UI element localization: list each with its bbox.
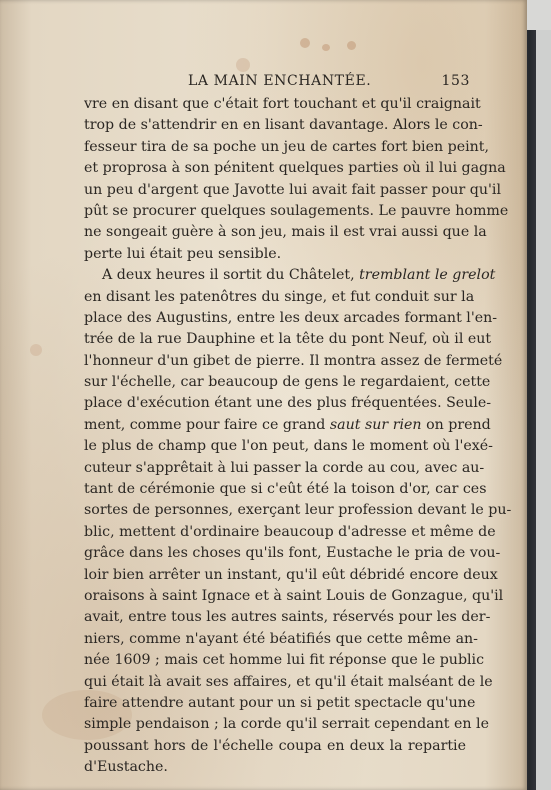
text-line: fesseur tira de sa poche un jeu de cartes fort bien peint, <box>84 138 489 155</box>
foxing-stain <box>347 41 356 50</box>
italic-phrase: tremblant le grelot <box>359 267 496 284</box>
text-line: cuteur s'apprêtait à lui passer la corde au cou, avec au- <box>84 459 485 476</box>
text-line: née 1609 ; mais cet homme lui fit réponse que le public <box>84 652 485 669</box>
page-header <box>80 73 470 93</box>
text-line: blic, mettent d'ordinaire beaucoup d'adresse et même de <box>84 523 496 540</box>
page-number: 153 <box>441 73 470 89</box>
text-line: place des Augustins, entre les deux arcades formant l'en- <box>84 309 498 326</box>
text-line: d'Eustache. <box>84 759 168 776</box>
background-edge <box>536 30 551 790</box>
text-line: sur l'échelle, car beaucoup de gens le regardaient, cette <box>84 374 491 391</box>
text-line: loir bien arrêter un instant, qu'il eût débridé encore deux <box>84 566 498 583</box>
text-line: simple pendaison ; la corde qu'il serrait cependant en le <box>84 716 489 733</box>
text-line: l'honneur d'un gibet de pierre. Il montra assez de fermeté <box>84 352 503 369</box>
text-line: perte lui était peu sensible. <box>84 245 282 262</box>
text-line: un peu d'argent que Javotte lui avait fait passer pour qu'il <box>84 181 501 198</box>
text-line: poussant hors de l'échelle coupa en deux la repartie <box>84 737 466 754</box>
text-line: le plus de champ que l'on peut, dans le moment où l'exé- <box>84 438 493 455</box>
text-line: faire attendre autant pour un si petit spectacle qu'une <box>84 694 476 711</box>
body-text <box>84 94 512 779</box>
text-line: tant de cérémonie que si c'eût été la toison d'or, car ces <box>84 481 487 498</box>
italic-phrase: saut sur rien <box>329 416 422 433</box>
text-line: oraisons à saint Ignace et à saint Louis de Gonzague, qu'il <box>84 587 504 604</box>
foxing-stain <box>322 44 330 51</box>
text-line: pût se procurer quelques soulagements. Le pauvre homme <box>84 202 509 219</box>
running-title: LA MAIN ENCHANTÉE. <box>188 73 372 89</box>
text-line: A deux heures il sortit du Châtelet, tremblant le grelot <box>102 267 496 284</box>
text-line: qui était là avait ses affaires, et qu'il était malséant de le <box>84 673 493 690</box>
text-line: sortes de personnes, exerçant leur profession devant le pu- <box>84 502 512 519</box>
foxing-stain <box>300 38 310 48</box>
text-line: ment, comme pour faire ce grand saut sur rien on prend <box>84 416 491 433</box>
text-line: en disant les patenôtres du singe, et fut conduit sur la <box>84 288 475 305</box>
text-line: ne songeait guère à son jeu, mais il est vrai aussi que la <box>84 224 487 241</box>
text-line: trop de s'attendrir en en lisant davantage. Alors le con- <box>84 117 483 134</box>
foxing-stain <box>30 344 42 356</box>
text-line: vre en disant que c'était fort touchant et qu'il craignait <box>84 96 481 112</box>
text-line: et proprosa à son pénitent quelques parties où il lui gagna <box>84 160 506 177</box>
text-line: niers, comme n'ayant été béatifiés que cette même an- <box>84 630 478 647</box>
text-line: avait, entre tous les autres saints, réservés pour les der- <box>84 609 491 626</box>
text-line: trée de la rue Dauphine et la tête du pont Neuf, où il eut <box>84 331 492 348</box>
text-line: place d'exécution étant une des plus fréquentées. Seule- <box>84 395 492 412</box>
text-line: grâce dans les choses qu'ils font, Eustache le pria de vou- <box>84 545 501 562</box>
foxing-stain <box>236 58 250 72</box>
